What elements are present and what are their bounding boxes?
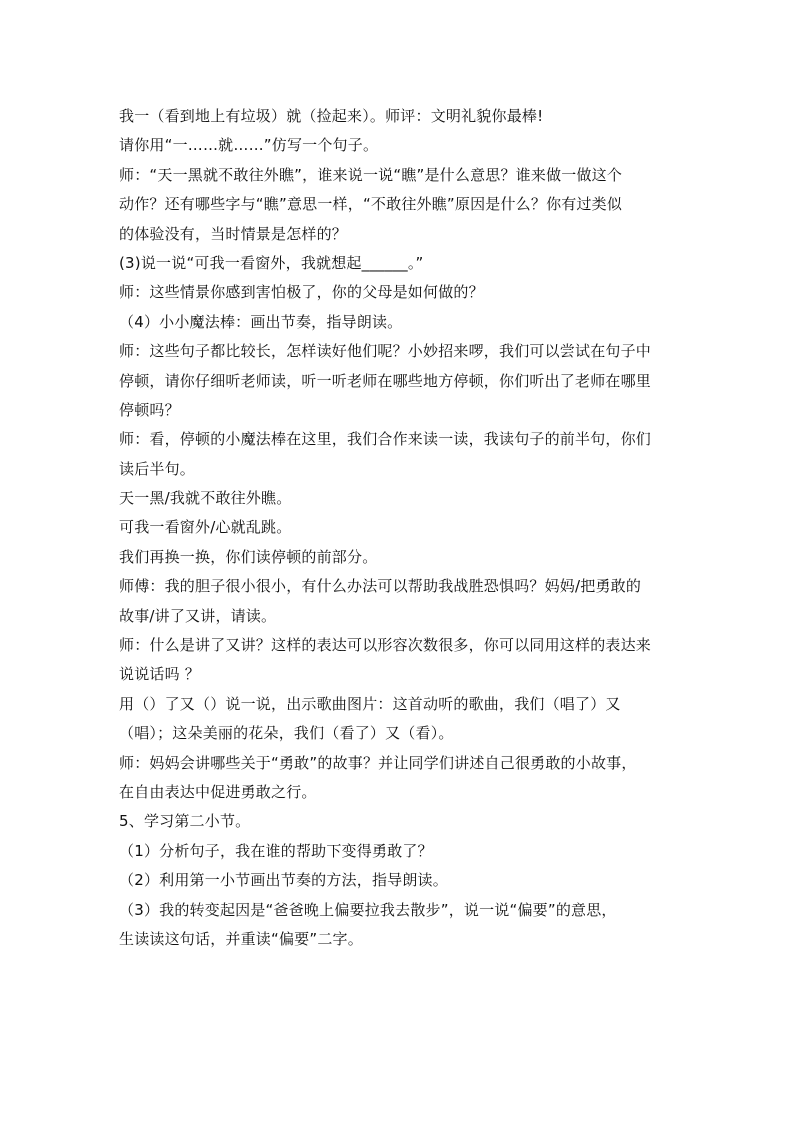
text-line: 师：“天一黑就不敢往外瞧”，谁来说一说“瞧”是什么意思？谁来做一做这个 <box>119 165 623 184</box>
text-line: （4）小小魔法棒：画出节奏，指导朗读。 <box>119 312 403 331</box>
text-line: 生读读这句话，并重读“偏要”二字。 <box>119 929 363 948</box>
text-line: 请你用“一……就……”仿写一个句子。 <box>119 136 379 155</box>
text-line: 停顿吗？ <box>119 400 180 419</box>
text-line: 我们再换一换，你们读停顿的前部分。 <box>119 547 378 566</box>
text-line: （1）分析句子，我在谁的帮助下变得勇敢了？ <box>119 841 433 860</box>
text-line: 师：看，停顿的小魔法棒在这里，我们合作来读一读，我读句子的前半句，你们 <box>119 430 652 449</box>
text-line: 5、学习第二小节。 <box>119 812 251 831</box>
text-line: 动作？还有哪些字与“瞧”意思一样，“不敢往外瞧”原因是什么？你有过类似 <box>119 195 623 214</box>
text-line: （唱）；这朵美丽的花朵，我们（看了）又（看）。 <box>119 724 454 743</box>
text-line: （3）我的转变起因是“爸爸晚上偏要拉我去散步”，说一说“偏要”的意思， <box>119 900 617 919</box>
text-line: 天一黑/我就不敢往外瞧。 <box>119 489 292 508</box>
text-line: (3)说一说“可我一看窗外，我就想起______。” <box>119 253 424 272</box>
document-body <box>119 102 679 954</box>
text-line: 我一（看到地上有垃圾）就（捡起来）。师评：文明礼貌你最棒! <box>119 107 544 125</box>
text-line: 师：妈妈会讲哪些关于“勇敢”的故事？并让同学们讲述自己很勇敢的小故事， <box>119 753 637 772</box>
text-line: 停顿，请你仔细听老师读，听一听老师在哪些地方停顿，你们听出了老师在哪里 <box>119 371 652 390</box>
text-line: 读后半句。 <box>119 459 196 478</box>
text-line: 师：这些情景你感到害怕极了，你的父母是如何做的？ <box>119 283 484 302</box>
text-line: 的体验没有，当时情景是怎样的？ <box>119 224 348 243</box>
text-line: 故事/讲了又讲，请读。 <box>119 606 277 625</box>
text-line: 用（）了又（）说一说，出示歌曲图片：这首动听的歌曲，我们（唱了）又 <box>119 694 621 713</box>
text-line: 说说话吗 ？ <box>119 665 200 684</box>
text-line: 师傅：我的胆子很小很小，有什么办法可以帮助我战胜恐惧吗？妈妈/把勇敢的 <box>119 577 642 596</box>
text-line: 可我一看窗外/心就乱跳。 <box>119 518 292 537</box>
text-line: 在自由表达中促进勇敢之行。 <box>119 782 317 801</box>
text-line: （2）利用第一小节画出节奏的方法，指导朗读。 <box>119 871 448 890</box>
text-line: 师：这些句子都比较长，怎样读好他们呢？小妙招来啰，我们可以尝试在句子中 <box>119 342 652 361</box>
text-line: 师：什么是讲了又讲？这样的表达可以形容次数很多，你可以同用这样的表达来 <box>119 636 652 655</box>
